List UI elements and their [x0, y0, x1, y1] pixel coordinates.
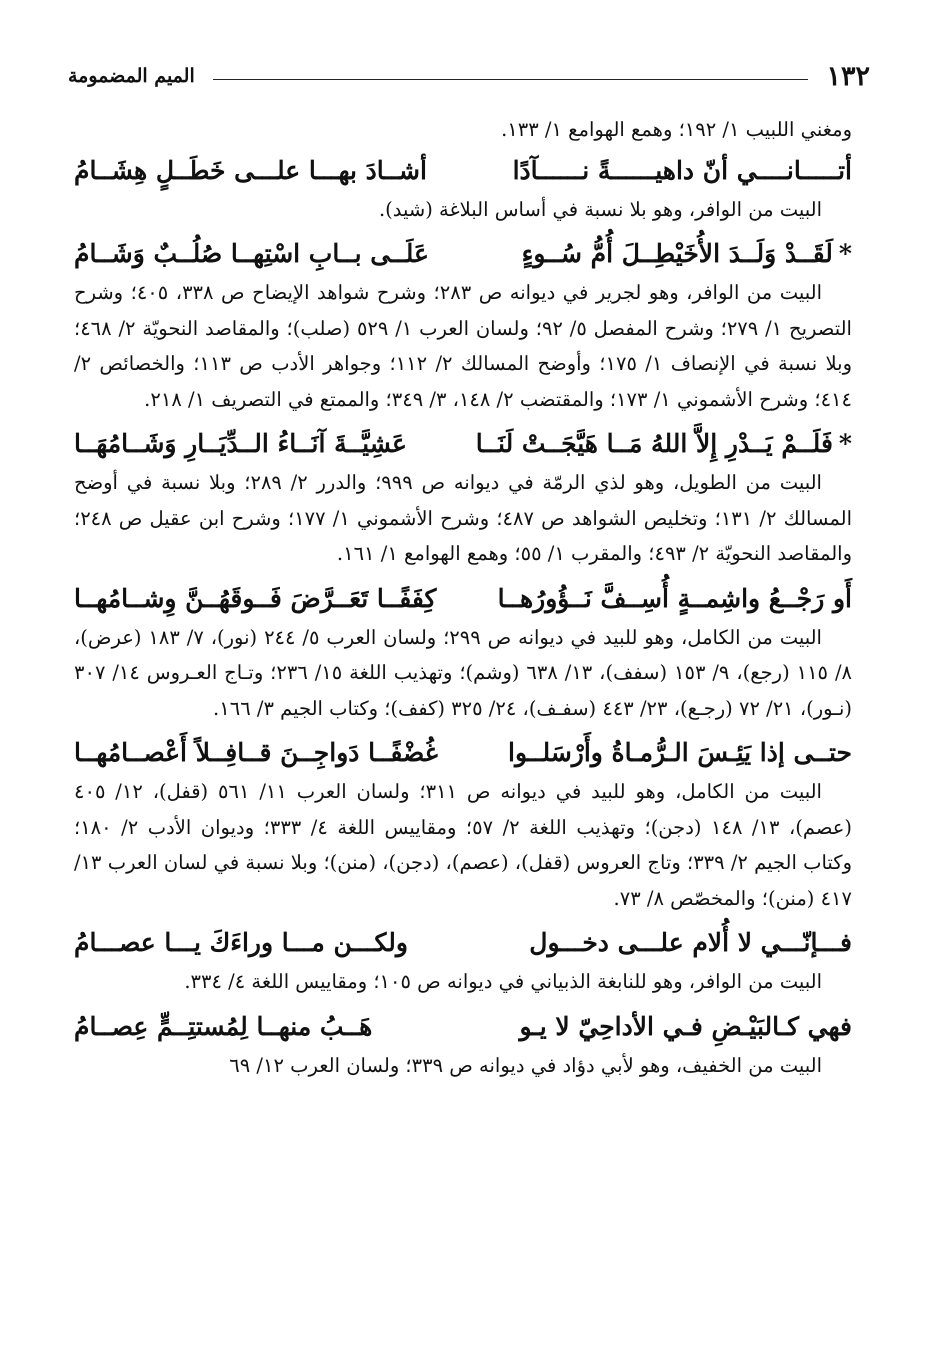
verse-second-hemistich: عَلَــى بــابِ اسْتِهــا صُلُــبٌ وَشَــامُ: [74, 239, 429, 268]
verse-star: *: [838, 429, 852, 458]
verse-first-hemistich: [513, 152, 852, 190]
hemistich-text: أَو رَجْــعُ واشِمــةٍ أُسِــفَّ نَــؤُورُهــا: [497, 583, 852, 613]
verse-note: البيت من الوافر، وهو بلا نسبة في أساس البلاغة (شيد).: [378, 197, 822, 221]
verse-second-hemistich: ولكـــن مـــا وراءَكَ يـــا عصـــامُ: [74, 928, 408, 957]
verse-second-hemistich: هَــبُ منهــا لِمُستتِــمٍّ عِصــامُ: [74, 1011, 373, 1041]
verse-line: [74, 425, 852, 463]
verse-second-hemistich: غُضْفًــا دَواجِــنَ قــافِــلاً أَعْصــامُهــا: [74, 738, 438, 767]
running-title: الميم المضمومة: [68, 65, 195, 87]
verse-note: البيت من الوافر، وهو للنابغة الذبياني في ديوانه ص ١٠٥؛ ومقاييس اللغة ٤/ ٣٣٤.: [184, 970, 822, 993]
verse-first-hemistich: [520, 1008, 852, 1046]
verse-second-hemistich: أشــادَ بهـــا علـــى خَطَــلٍ هِشَــامُ: [74, 155, 427, 185]
verse-second-hemistich: كِفَفًــا تَعَــرَّضَ فَــوقَهُــنَّ وِشــامُهــا: [74, 583, 437, 613]
verse-line: [74, 924, 852, 962]
hemistich-text: فـــإنّـــي لا أُلام علـــى دخـــول: [529, 928, 852, 957]
page-body: [74, 112, 852, 1091]
verse-note: البيت من الطويل، وهو لذي الرمّة في ديوانه ص ٩٩٩؛ والدرر ٢/ ٢٨٩؛ وبلا نسبة في أوضح المسالك ٢/ ١٣١؛ وتخليص الشواهد ص ٤٨٧؛ وشرح الأشموني ١/ ١٧٧؛ وشرح ابن عقيل ص ٢٤٨؛ والمقاصد النحويّة ٢/ ٤٩٣؛ والمقرب ١/ ٥٥؛ وهمع الهوامع ١/ ١٦١.: [74, 471, 852, 565]
page-number: ١٣٢: [826, 60, 870, 92]
intro-line: ومغني اللبيب ١/ ١٩٢؛ وهمع الهوامع ١/ ١٣٣.: [501, 118, 852, 141]
verse-first-hemistich: [522, 235, 852, 273]
verse-line: [74, 152, 852, 190]
verse-line: [74, 734, 852, 772]
verse-star: *: [838, 239, 852, 268]
hemistich-text: أتـــــانــــي أنّ داهيــــــةً نــــــآدًا: [512, 155, 852, 185]
verse-note: البيت من الوافر، وهو لجرير في ديوانه ص ٢٨٣؛ وشرح شواهد الإيضاح ص ٣٣٨، ٤٠٥؛ وشرح التصريح ١/ ٢٧٩؛ وشرح المفصل ٥/ ٩٢؛ ولسان العرب ١/ ٥٢٩ (صلب)؛ والمقاصد النحويّة ٢/ ٤٦٨؛ وبلا نسبة في الإنصاف ١/ ١٧٥؛ وأوضح المسالك ٢/ ١١٢؛ وجواهر الأدب ص ١١٣؛ والخصائص ٢/ ٤١٤؛ وشرح الأشموني ١/ ١٧٣؛ والمقتضب ٢/ ١٤٨، ٣/ ٣٤٩؛ والممتع في التصريف ١/ ٢١٨.: [74, 281, 852, 411]
verse-first-hemistich: [476, 425, 852, 463]
verse-note: البيت من الكامل، وهو للبيد في ديوانه ص ٣١١؛ ولسان العرب ١١/ ٥٦١ (قفل)، ١٢/ ٤٠٥ (عصم)، ١٣/ ١٤٨ (دجن)؛ وتهذيب اللغة ٢/ ٥٧؛ ومقاييس اللغة ٤/ ٣٣٣؛ وديوان الأدب ٢/ ١٨٠؛ وكتاب الجيم ٢/ ٣٣٩؛ وتاج العروس (قفل)، (عصم)، (دجن)، (منن)؛ وبلا نسبة في لسان العرب ١٣/ ٤١٧ (منن)؛ والمخصّص ٨/ ٧٣.: [74, 780, 853, 910]
verse-note: البيت من الخفيف، وهو لأبي دؤاد في ديوانه ص ٣٣٩؛ ولسان العرب ١٢/ ٦٩: [229, 1053, 822, 1077]
hemistich-text: لَقَــدْ وَلَــدَ الأُخَيْطِــلَ أُمُّ سُــوءٍ: [521, 239, 833, 268]
hemistich-text: فهي كـالبَيْـضِ فـي الأداحِيّ لا يـو: [519, 1011, 852, 1041]
verse-note: البيت من الكامل، وهو للبيد في ديوانه ص ٢٩٩؛ ولسان العرب ٥/ ٢٤٤ (نور)، ٧/ ١٨٣ (عرض)، ٨/ ١١٥ (رجع)، ٩/ ١٥٣ (سفف)، ١٣/ ٦٣٨ (وشم)؛ وتهذيب اللغة ١٥/ ٢٣٦؛ وتـاج العـروس ١٤/ ٣٠٧ (نـور)، ٢١/ ٧٢ (رجـع)، ٢٣/ ٤٤٣ (سفـف)، ٢٤/ ٣٢٥ (كفف)؛ وكتاب الجيم ٣/ ١٦٦.: [74, 625, 853, 720]
hemistich-text: حتــى إذا يَئِـسَ الـرُّمـاةُ وأَرْسَلــوا: [508, 738, 852, 767]
verse-line: [74, 580, 852, 618]
header-rule: [213, 79, 809, 80]
verse-first-hemistich: [508, 734, 852, 772]
verse-second-hemistich: عَشِيَّــةَ آنَــاءُ الــدِّيَــارِ وَشَــامُهَــا: [74, 429, 407, 458]
verse-line: [74, 235, 852, 273]
verse-line: [74, 1008, 852, 1046]
page-header: [68, 58, 870, 94]
verse-first-hemistich: [498, 580, 852, 618]
hemistich-text: فَلَــمْ يَــدْرِ إِلاَّ اللهُ مَــا هَيَّجَــتْ لَنَــا: [475, 429, 833, 458]
verse-first-hemistich: [529, 924, 852, 962]
